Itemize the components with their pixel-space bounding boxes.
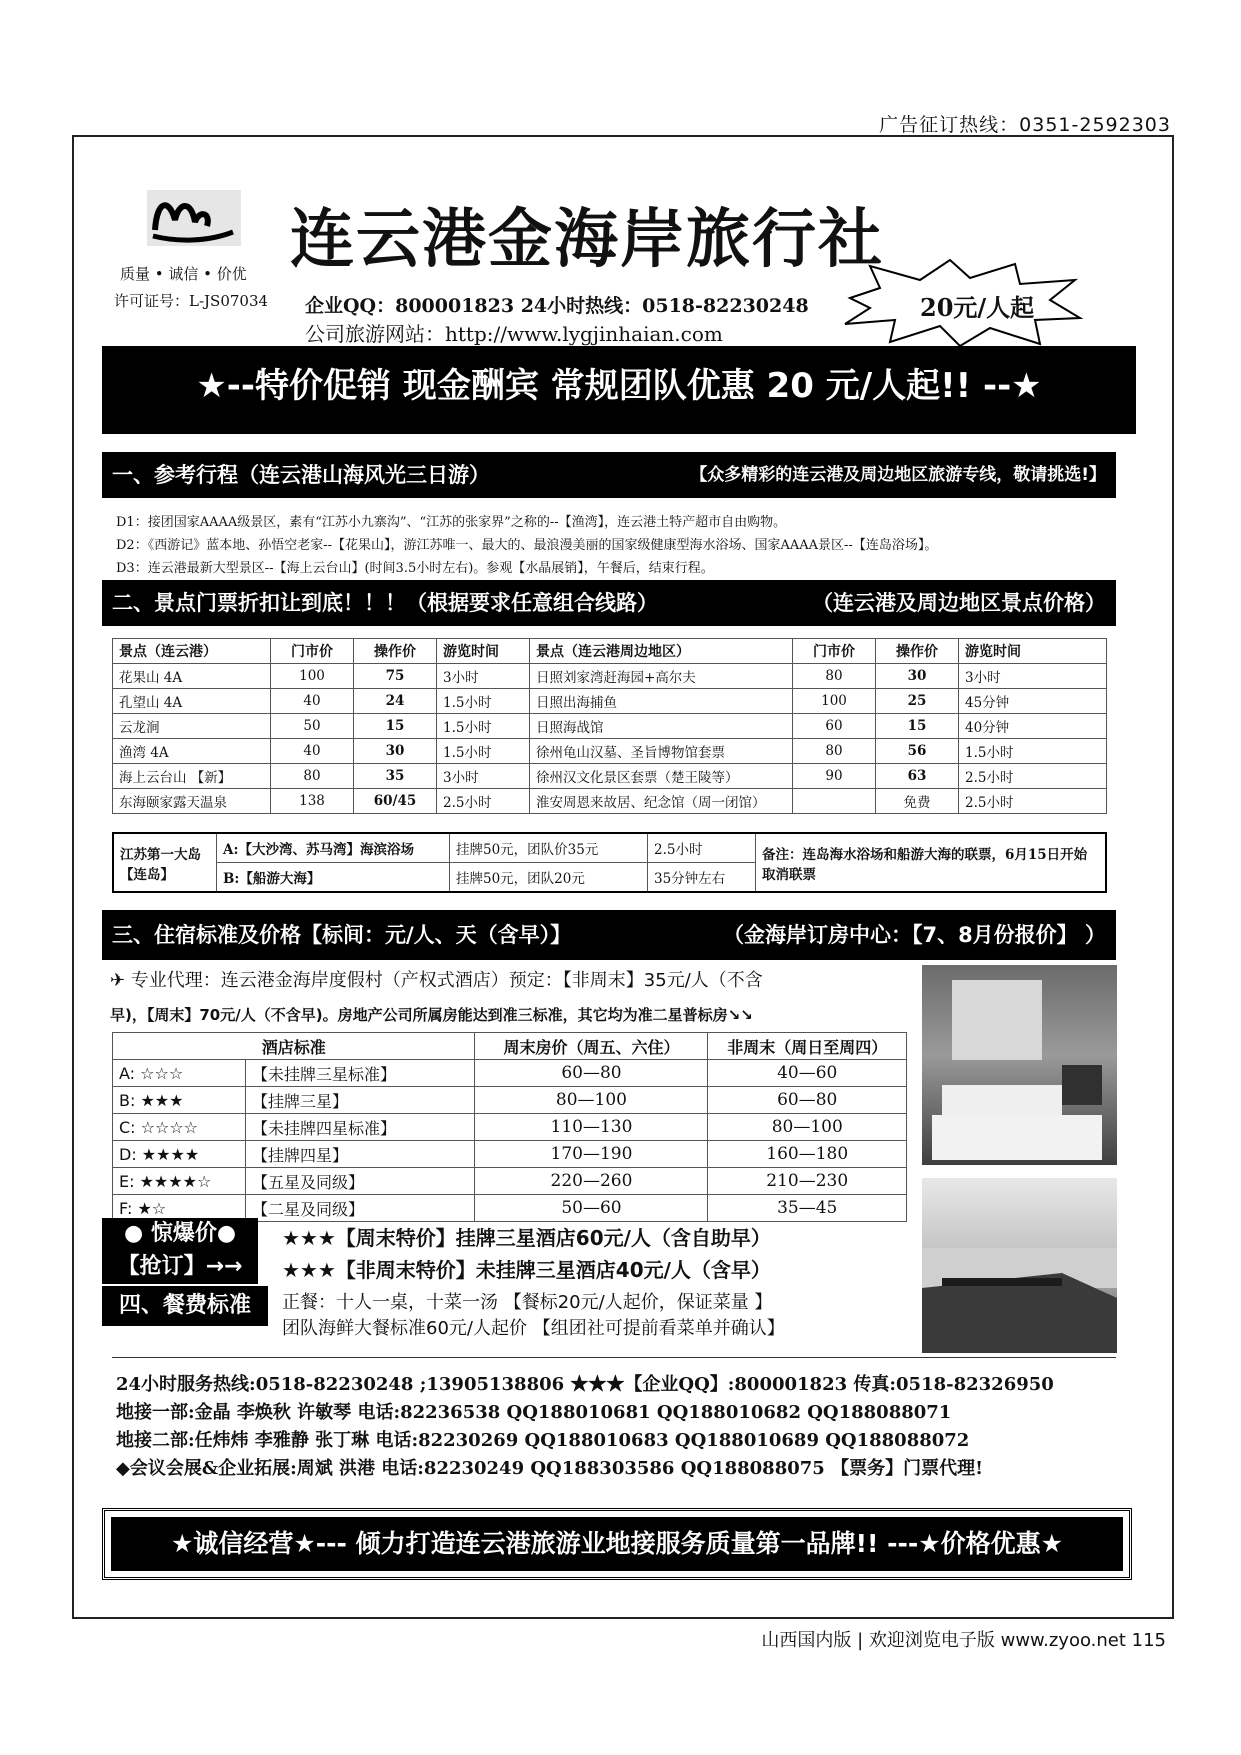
agency-line: ✈ 专业代理：连云港金海岸度假村（产权式酒店）预定：【非周末】35元/人（不含 bbox=[110, 970, 763, 991]
cell: C: ☆☆☆☆ bbox=[113, 1114, 246, 1141]
logo-icon bbox=[147, 190, 241, 246]
island-table bbox=[112, 832, 1107, 893]
agency-note bbox=[110, 964, 900, 1032]
island-a-price: 挂牌50元，团队价35元 bbox=[450, 833, 648, 863]
island-a-time: 2.5小时 bbox=[648, 833, 756, 863]
cell: 35 bbox=[354, 764, 437, 789]
room-illustration bbox=[922, 965, 1117, 1165]
brand-title: 连云港金海岸旅行社 bbox=[290, 203, 884, 277]
cell: 80 bbox=[793, 664, 876, 689]
th-spot: 景点（连云港） bbox=[113, 639, 271, 664]
meal-line: 团队海鲜大餐标准60元/人起价 【组团社可提前看菜单并确认】 bbox=[282, 1318, 785, 1339]
hotel-header-row bbox=[113, 1033, 907, 1060]
cell: 渔湾 4A bbox=[113, 739, 271, 764]
cell: 40—60 bbox=[708, 1060, 907, 1087]
cell: 【挂牌三星】 bbox=[246, 1087, 475, 1114]
agency-line: 早)，【周末】70元/人（不含早)。房地产公司所属房能达到准三标准，其它均为准二星普标房↘↘ bbox=[110, 1006, 753, 1024]
table-row bbox=[113, 1168, 907, 1195]
cell: 40 bbox=[271, 689, 354, 714]
agency-logo bbox=[147, 190, 241, 246]
motto: 质量 • 诚信 • 价优 bbox=[120, 265, 247, 283]
th-list-price2: 门市价 bbox=[793, 639, 876, 664]
table-row bbox=[113, 689, 1107, 714]
island-b: B:【船游大海】 bbox=[217, 863, 450, 893]
cell bbox=[793, 789, 876, 814]
hotel-table bbox=[112, 1032, 907, 1222]
table-row bbox=[113, 739, 1107, 764]
itinerary-title: 一、参考行程（连云港山海风光三日游） bbox=[112, 463, 490, 487]
cell: D: ★★★★ bbox=[113, 1141, 246, 1168]
book-label: 【抢订】→→ bbox=[102, 1250, 258, 1284]
cell: 日照刘家湾赶海园+高尔夫 bbox=[530, 664, 793, 689]
cell: 2.5小时 bbox=[959, 789, 1107, 814]
cell: 日照海战馆 bbox=[530, 714, 793, 739]
cell: 1.5小时 bbox=[437, 689, 530, 714]
cell: 60/45 bbox=[354, 789, 437, 814]
th-weekend: 周末房价（周五、六住） bbox=[475, 1033, 708, 1060]
table-row bbox=[113, 764, 1107, 789]
cell: 90 bbox=[793, 764, 876, 789]
cell: 170—190 bbox=[475, 1141, 708, 1168]
cell: 50 bbox=[271, 714, 354, 739]
island-remark: 备注：连岛海水浴场和船游大海的联票，6月15日开始取消联票 bbox=[756, 833, 1107, 892]
footer-banner bbox=[102, 1508, 1132, 1580]
hotel-room-photo bbox=[922, 965, 1117, 1165]
team-one: 地接一部:金晶 李焕秋 许敏琴 电话:82236538 QQ188010681 QQ188010682 QQ188088071 bbox=[116, 1402, 952, 1423]
cell: 【未挂牌三星标准】 bbox=[246, 1060, 475, 1087]
ticket-header-row bbox=[113, 639, 1107, 664]
table-row bbox=[113, 833, 1106, 863]
cell: 60—80 bbox=[708, 1087, 907, 1114]
cell: 海上云台山 【新】 bbox=[113, 764, 271, 789]
ad-hotline: 广告征订热线：0351-2592303 bbox=[879, 114, 1171, 136]
cell: 3小时 bbox=[437, 764, 530, 789]
table-row bbox=[113, 1060, 907, 1087]
island-label: 江苏第一大岛【连岛】 bbox=[113, 833, 217, 892]
cell: 【挂牌四星】 bbox=[246, 1141, 475, 1168]
pier-illustration bbox=[922, 1178, 1117, 1353]
cell: 【未挂牌四星标准】 bbox=[246, 1114, 475, 1141]
th-op-price2: 操作价 bbox=[876, 639, 959, 664]
cell: 40分钟 bbox=[959, 714, 1107, 739]
cell: 220—260 bbox=[475, 1168, 708, 1195]
cell: 80 bbox=[793, 739, 876, 764]
cell: 15 bbox=[876, 714, 959, 739]
promo-banner: ★--特价促销 现金酬宾 常规团队优惠 20 元/人起!! --★ bbox=[102, 346, 1136, 434]
itinerary-day2: D2：《西游记》蓝本地、孙悟空老家--【花果山】，游江苏唯一、最大的、最浪漫美丽的国家级健康型海水浴场、国家AAAA景区--【连岛浴场】。 bbox=[116, 538, 938, 553]
lodging-note: （金海岸订房中心：【7、8月份报价】 ） bbox=[722, 923, 1106, 947]
meal-title: 四、餐费标准 bbox=[102, 1286, 268, 1326]
team-two: 地接二部:任炜炜 李雅静 张丁琳 电话:82230269 QQ188010683 QQ188010689 QQ188088072 bbox=[116, 1430, 970, 1451]
th-list-price: 门市价 bbox=[271, 639, 354, 664]
tickets-note: （连云港及周边地区景点价格） bbox=[812, 591, 1106, 615]
lodging-header bbox=[102, 910, 1116, 960]
events-team: ◆会议会展&企业拓展:周斌 洪港 电话:82230249 QQ188303586 QQ188088075 【票务】门票代理! bbox=[116, 1458, 983, 1479]
table-row bbox=[113, 1114, 907, 1141]
cell: B: ★★★ bbox=[113, 1087, 246, 1114]
seaside-photo bbox=[922, 1178, 1117, 1353]
cell: 日照出海捕鱼 bbox=[530, 689, 793, 714]
cell: 1.5小时 bbox=[437, 714, 530, 739]
cell: 云龙涧 bbox=[113, 714, 271, 739]
table-row bbox=[113, 789, 1107, 814]
cell: 徐州汉文化景区套票（楚王陵等） bbox=[530, 764, 793, 789]
cell: 40 bbox=[271, 739, 354, 764]
cell: 25 bbox=[876, 689, 959, 714]
tickets-header bbox=[102, 580, 1116, 626]
cell: F: ★☆ bbox=[113, 1195, 246, 1222]
itinerary-note: 【众多精彩的连云港及周边地区旅游专线，敬请挑选!】 bbox=[690, 465, 1106, 485]
cell: 【五星及同级】 bbox=[246, 1168, 475, 1195]
cell: 50—60 bbox=[475, 1195, 708, 1222]
cell: 30 bbox=[354, 739, 437, 764]
cell: 63 bbox=[876, 764, 959, 789]
cell: 56 bbox=[876, 739, 959, 764]
contact-line: 企业QQ：800001823 24小时热线：0518-82230248 bbox=[305, 295, 809, 317]
cell: 35—45 bbox=[708, 1195, 907, 1222]
table-row bbox=[113, 664, 1107, 689]
cell: 孔望山 4A bbox=[113, 689, 271, 714]
meal-line: 正餐：十人一桌，十菜一汤 【餐标20元/人起价，保证菜量 】 bbox=[282, 1292, 773, 1313]
itinerary-header bbox=[102, 452, 1116, 498]
table-row bbox=[113, 714, 1107, 739]
table-row bbox=[113, 1141, 907, 1168]
cell: 免费 bbox=[876, 789, 959, 814]
cell: 2.5小时 bbox=[437, 789, 530, 814]
cell: 60 bbox=[793, 714, 876, 739]
cell: 东海颐家露天温泉 bbox=[113, 789, 271, 814]
cell: 210—230 bbox=[708, 1168, 907, 1195]
cell: 3小时 bbox=[959, 664, 1107, 689]
cell: 2.5小时 bbox=[959, 764, 1107, 789]
cell: 15 bbox=[354, 714, 437, 739]
th-duration2: 游览时间 bbox=[959, 639, 1107, 664]
cell: 淮安周恩来故居、纪念馆（周一闭馆） bbox=[530, 789, 793, 814]
cell: 80—100 bbox=[708, 1114, 907, 1141]
divider bbox=[112, 1357, 1116, 1358]
cell: 45分钟 bbox=[959, 689, 1107, 714]
cell: 徐州龟山汉墓、圣旨博物馆套票 bbox=[530, 739, 793, 764]
cell: A: ☆☆☆ bbox=[113, 1060, 246, 1087]
lodging-title: 三、住宿标准及价格【标间：元/人、天（含早）】 bbox=[112, 923, 572, 947]
th-weekday: 非周末（周日至周四） bbox=[708, 1033, 907, 1060]
cell: 110—130 bbox=[475, 1114, 708, 1141]
cell: 30 bbox=[876, 664, 959, 689]
cell: 100 bbox=[793, 689, 876, 714]
th-duration: 游览时间 bbox=[437, 639, 530, 664]
ticket-table bbox=[112, 638, 1107, 814]
cell: 24 bbox=[354, 689, 437, 714]
cell: 3小时 bbox=[437, 664, 530, 689]
page-footer: 山西国内版 | 欢迎浏览电子版 www.zyoo.net 115 bbox=[761, 1630, 1166, 1651]
deal-label: ● 惊爆价● bbox=[102, 1218, 258, 1250]
table-row bbox=[113, 1087, 907, 1114]
island-a: A:【大沙湾、苏马湾】海滨浴场 bbox=[217, 833, 450, 863]
cell: 1.5小时 bbox=[437, 739, 530, 764]
cell: E: ★★★★☆ bbox=[113, 1168, 246, 1195]
th-grade: 酒店标准 bbox=[113, 1033, 475, 1060]
service-hotline: 24小时服务热线:0518-82230248 ;13905138806 ★★★【企业QQ】:800001823 传真:0518-82326950 bbox=[116, 1374, 1054, 1395]
footer-slogan: ★诚信经营★--- 倾力打造连云港旅游业地接服务质量第一品牌!! ---★价格优惠★ bbox=[111, 1517, 1123, 1571]
price-burst bbox=[840, 258, 1085, 348]
website-link[interactable]: 公司旅游网站：http://www.lygjinhaian.com bbox=[305, 322, 723, 346]
th-op-price: 操作价 bbox=[354, 639, 437, 664]
license-number: 许可证号：L-JS07034 bbox=[114, 292, 269, 310]
cell: 100 bbox=[271, 664, 354, 689]
cell: 花果山 4A bbox=[113, 664, 271, 689]
island-b-time: 35分钟左右 bbox=[648, 863, 756, 893]
deal-weekday: ★★★【非周末特价】未挂牌三星酒店40元/人（含早） bbox=[282, 1258, 771, 1282]
cell: 【二星及同级】 bbox=[246, 1195, 475, 1222]
cell: 60—80 bbox=[475, 1060, 708, 1087]
tickets-title: 二、景点门票折扣让到底！！！（根据要求任意组合线路） bbox=[112, 591, 658, 615]
cell: 160—180 bbox=[708, 1141, 907, 1168]
itinerary-day3: D3：连云港最新大型景区--【海上云台山】(时间3.5小时左右)。参观【水晶展销】，午餐后，结束行程。 bbox=[116, 561, 714, 576]
deal-weekend: ★★★【周末特价】挂牌三星酒店60元/人（含自助早） bbox=[282, 1226, 771, 1250]
cell: 75 bbox=[354, 664, 437, 689]
cell: 1.5小时 bbox=[959, 739, 1107, 764]
cell: 80—100 bbox=[475, 1087, 708, 1114]
island-b-price: 挂牌50元，团队20元 bbox=[450, 863, 648, 893]
burst-price: 20元/人起 bbox=[920, 293, 1035, 322]
itinerary-day1: D1：接团国家AAAA级景区，素有“江苏小九寨沟”、“江苏的张家界”之称的--【渔湾】，连云港土特产超市自由购物。 bbox=[116, 515, 787, 530]
cell: 80 bbox=[271, 764, 354, 789]
cell: 138 bbox=[271, 789, 354, 814]
th-spot2: 景点（连云港周边地区） bbox=[530, 639, 793, 664]
